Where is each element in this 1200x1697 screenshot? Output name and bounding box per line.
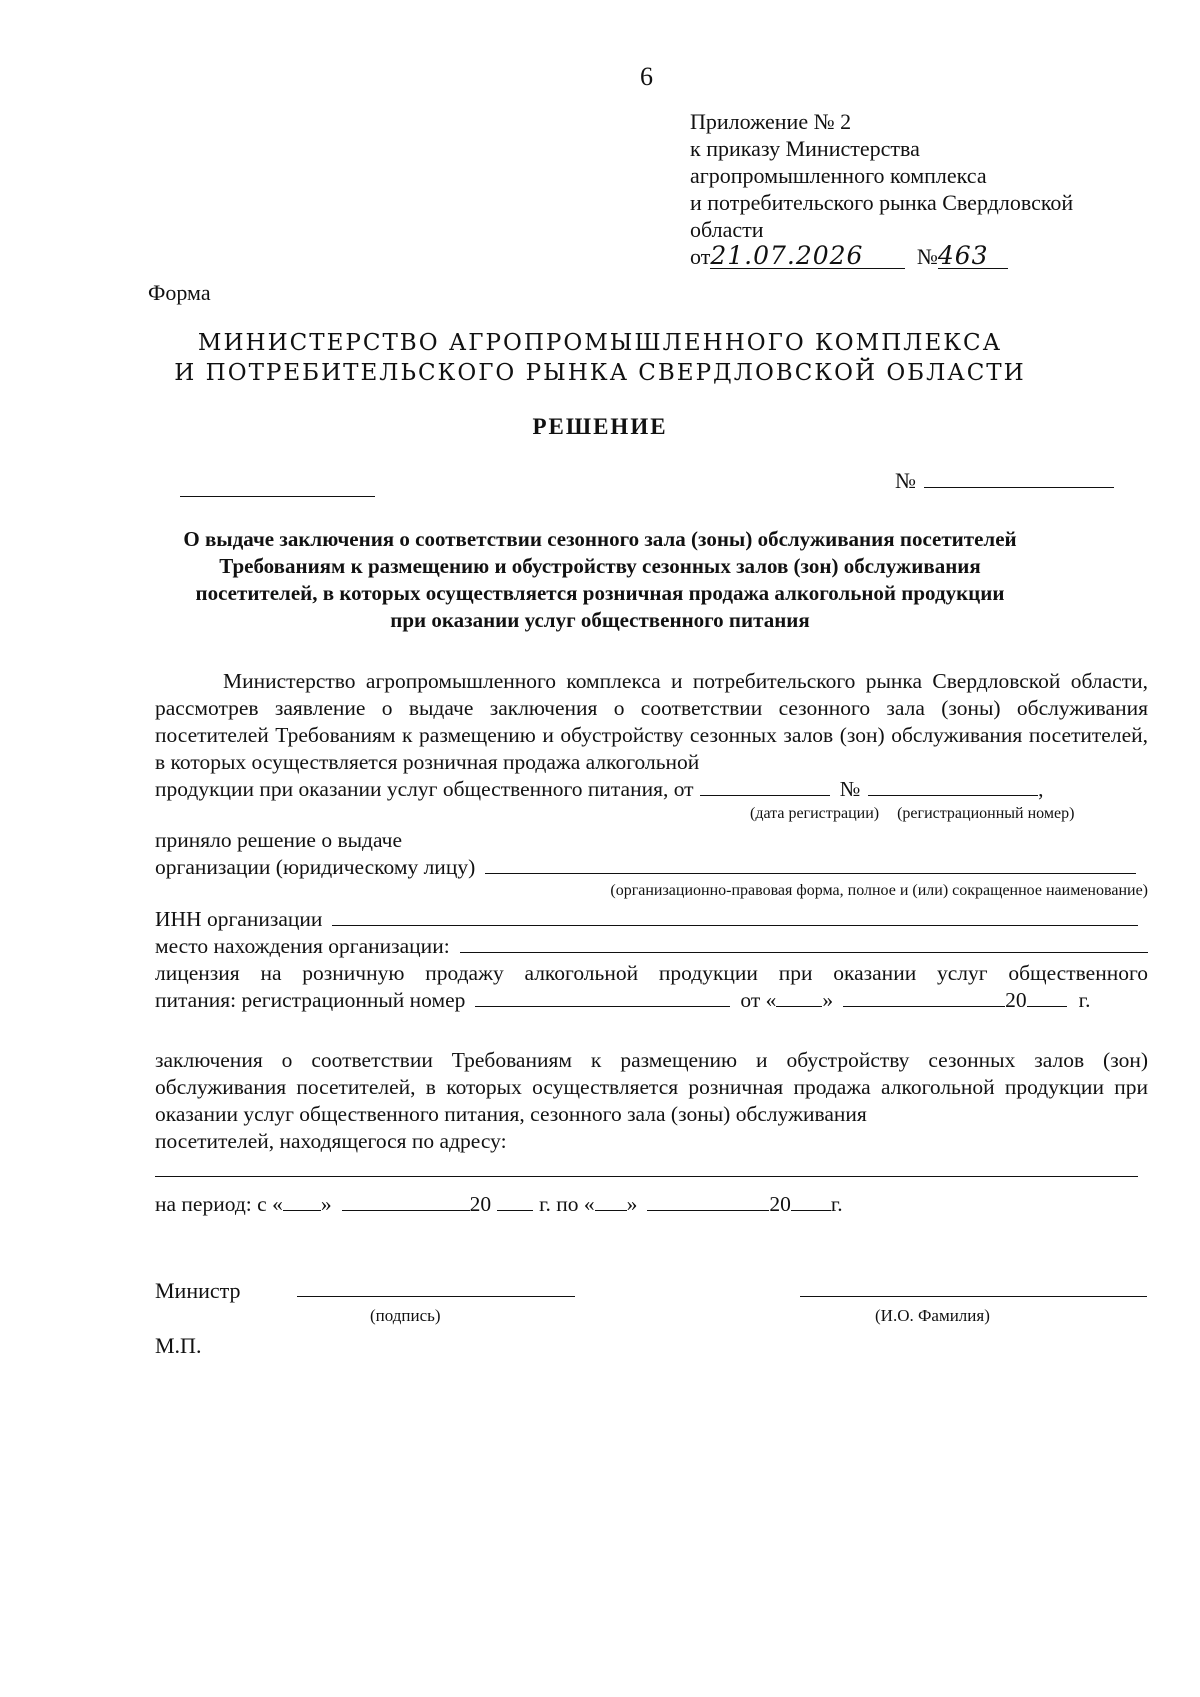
license-label: питания: регистрационный номер: [155, 988, 466, 1012]
ministry-header: [0, 328, 1200, 388]
signature-caption: (подпись): [370, 1306, 441, 1325]
order-date: [710, 241, 905, 270]
license-year-suffix: г.: [1078, 988, 1091, 1012]
appendix-line: и потребительского рынка Свердловской: [690, 190, 1074, 215]
appendix-line: области: [690, 217, 764, 242]
decided-line: приняло решение о выдаче: [155, 828, 403, 852]
period-year1-prefix: 20: [469, 1192, 492, 1216]
address-blank: [155, 1176, 1138, 1177]
name-caption: (И.О. Фамилия): [875, 1306, 990, 1325]
heading-line: Требованиям к размещению и обустройству сезонных залов (зон) обслуживания: [219, 554, 981, 578]
application-captions: [750, 804, 1148, 824]
license-year-blank: [1027, 988, 1067, 1007]
license-number-blank: [475, 988, 730, 1007]
organization-caption: (организационно-правовая форма, полное и (или) сокращенное наименование): [610, 882, 1148, 899]
ministry-line: МИНИСТЕРСТВО АГРОПРОМЫШЛЕННОГО КОМПЛЕКСА: [197, 330, 1003, 356]
period-line: [155, 1191, 1148, 1218]
license-month-blank: [843, 988, 1005, 1007]
decision-number: [895, 468, 1114, 494]
organization-line: [155, 854, 1148, 881]
application-date-line: [155, 776, 1148, 803]
ministry-line: И ПОТРЕБИТЕЛЬСКОГО РЫНКА СВЕРДЛОВСКОЙ ОБЛАСТИ: [174, 360, 1026, 386]
period-day-from-blank: [283, 1192, 321, 1211]
organization-label: организации (юридическому лицу): [155, 855, 476, 879]
handwritten-date: 21.07.2026: [710, 241, 864, 270]
heading-line: О выдаче заключения о соответствии сезонного зала (зоны) обслуживания посетителей: [183, 527, 1017, 551]
period-year-to-blank: [791, 1192, 831, 1211]
appendix-date-line: [690, 243, 1073, 270]
organization-blank: [485, 855, 1136, 874]
registration-date-blank: [700, 777, 830, 796]
period-year2-prefix: 20: [769, 1192, 791, 1216]
quote-close: »: [822, 988, 834, 1012]
paragraph-text: заключения о соответствии Требованиям к размещению и обустройству сезонных залов (зон) обслуживания посетителей, в которых осуществляется розничная продажа алкогольной продукции при оказании услуг общественного питания, сезонного зала (зоны) обслуживания: [155, 1048, 1148, 1126]
decision-number-prefix: №: [895, 468, 916, 493]
decision-number-blank: [924, 469, 1114, 488]
location-label: место нахождения организации:: [155, 934, 450, 958]
date-prefix: от: [690, 244, 711, 269]
name-blank: [800, 1296, 1147, 1297]
paragraph-text-last: посетителей, находящегося по адресу:: [155, 1129, 507, 1153]
appendix-line: к приказу Министерства: [690, 136, 920, 161]
decision-title: РЕШЕНИЕ: [532, 414, 668, 439]
no-sign: №: [839, 777, 861, 801]
form-label: Форма: [148, 280, 211, 305]
handwritten-number: 463: [937, 241, 989, 270]
inn-blank: [332, 907, 1138, 926]
period-month-from-blank: [342, 1192, 470, 1211]
paragraph-text: продукции при оказании услуг общественного питания, от: [155, 777, 694, 801]
registration-number-blank: [868, 777, 1038, 796]
comma: ,: [1038, 777, 1044, 801]
quote-close: »: [320, 1192, 332, 1216]
paragraph-application: [155, 668, 1148, 776]
decision-heading: [150, 526, 1050, 634]
signature-blank: [297, 1296, 575, 1297]
page-number: 6: [640, 62, 653, 91]
period-year-suffix: г.: [830, 1192, 843, 1216]
inn-line: [155, 906, 1148, 933]
quote-close: »: [626, 1192, 638, 1216]
decision-date-blank: [180, 496, 375, 497]
license-line-1: лицензия на розничную продажу алкогольной продукции при оказании услуг общественного: [155, 961, 1148, 985]
period-prefix: на период: с «: [155, 1192, 283, 1216]
license-line-2: [155, 987, 1148, 1014]
order-number: [937, 241, 1008, 270]
license-day-blank: [776, 988, 822, 1007]
location-blank: [460, 934, 1148, 953]
period-to: г. по «: [539, 1192, 595, 1216]
appendix-block: [690, 108, 1073, 270]
license-year-prefix: 20: [1005, 988, 1027, 1012]
stamp-placeholder: М.П.: [155, 1333, 202, 1358]
period-year-from-blank: [497, 1192, 533, 1211]
caption-registration-date: (дата регистрации): [750, 805, 880, 822]
number-prefix: №: [916, 244, 938, 269]
heading-line: при оказании услуг общественного питания: [390, 608, 810, 632]
appendix-line: агропромышленного комплекса: [690, 163, 987, 188]
appendix-line: Приложение № 2: [690, 109, 852, 134]
period-month-to-blank: [647, 1192, 769, 1211]
caption-registration-number: (регистрационный номер): [897, 805, 1075, 822]
inn-label: ИНН организации: [155, 907, 323, 931]
location-line: [155, 933, 1148, 960]
period-day-to-blank: [595, 1192, 627, 1211]
signatory-title: Министр: [155, 1278, 241, 1303]
paragraph-conclusion: [155, 1047, 1148, 1155]
license-from: от «: [740, 988, 777, 1012]
heading-line: посетителей, в которых осуществляется розничная продажа алкогольной продукции: [195, 581, 1005, 605]
paragraph-text: Министерство агропромышленного комплекса и потребительского рынка Свердловской области, рассмотрев заявление о выдаче заключения о соответствии сезонного зала (зоны) обслуживания посетителей Требованиям к размещению и обустройству сезонных залов (зон) обслуживания посетителей, в которых осуществляется розничная продажа алкогольной: [155, 669, 1148, 774]
